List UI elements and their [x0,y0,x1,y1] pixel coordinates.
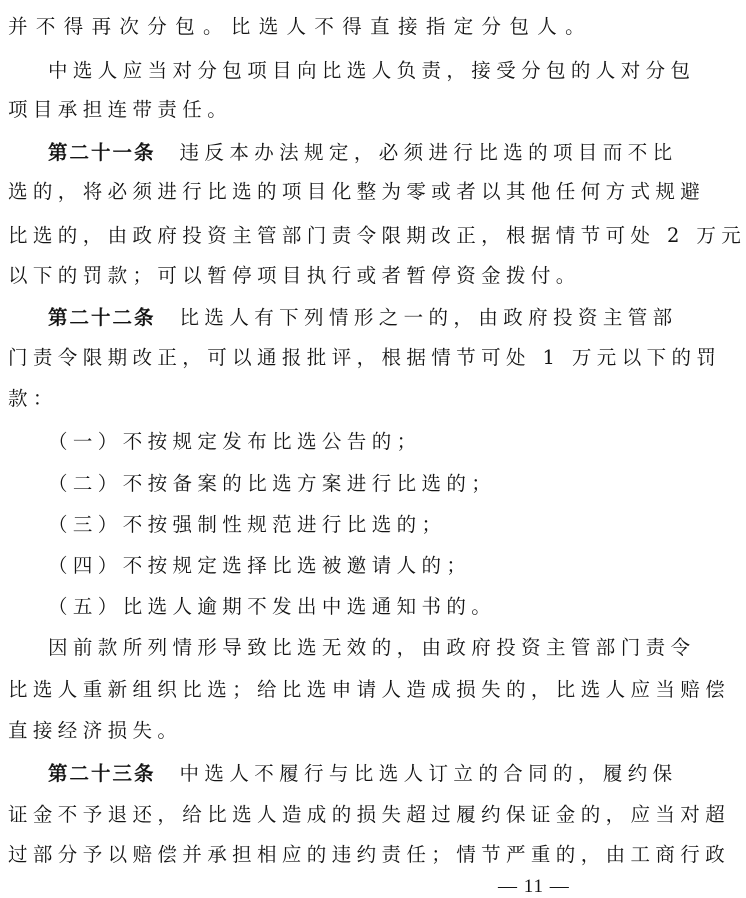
article-heading: 第二十二条 [48,306,156,329]
list-item: （二）不按备案的比选方案进行比选的； [48,472,497,495]
text-line: 选的，将必须进行比选的项目化整为零或者以其他任何方式规避 [8,180,706,203]
text-line: 中选人应当对分包项目向比选人负责，接受分包的人对分包 [48,59,696,82]
text-line: 以下的罚款；可以暂停项目执行或者暂停资金拨付。 [8,264,581,287]
list-item: （三）不按强制性规范进行比选的； [48,513,447,536]
text-line: 比选人重新组织比选；给比选申请人造成损失的，比选人应当赔偿 [8,678,731,701]
text-line: 过部分予以赔偿并承担相应的违约责任；情节严重的，由工商行政 [8,843,731,866]
list-item: （五）比选人逾期不发出中选通知书的。 [48,595,497,618]
text-line: 因前款所列情形导致比选无效的，由政府投资主管部门责令 [48,636,696,659]
article-23-line [0,759,678,789]
article-heading: 第二十一条 [48,141,156,164]
list-item: （一）不按规定发布比选公告的； [48,430,422,453]
list-item: （四）不按规定选择比选被邀请人的； [48,554,472,577]
article-text: 违反本办法规定，必须进行比选的项目而不比 [179,141,678,164]
text-line: 门责令限期改正，可以通报批评，根据情节可处 1 万元以下的罚 [8,346,722,369]
article-21-line [0,138,678,168]
text-line: 项目承担连带责任。 [8,98,233,121]
page-number: — 11 — [498,876,570,897]
text-line: 证金不予退还，给比选人造成的损失超过履约保证金的，应当对超 [8,803,731,826]
text-line: 款： [8,387,58,410]
article-22-line [0,303,678,333]
text-line: 比选的，由政府投资主管部门责令限期改正，根据情节可处 2 万元 [8,224,746,247]
text-line: 并不得再次分包。比选人不得直接指定分包人。 [8,15,590,38]
article-text: 中选人不履行与比选人订立的合同的，履约保 [179,762,678,785]
text-line: 直接经济损失。 [8,719,183,742]
article-heading: 第二十三条 [48,762,156,785]
article-text: 比选人有下列情形之一的，由政府投资主管部 [179,306,678,329]
